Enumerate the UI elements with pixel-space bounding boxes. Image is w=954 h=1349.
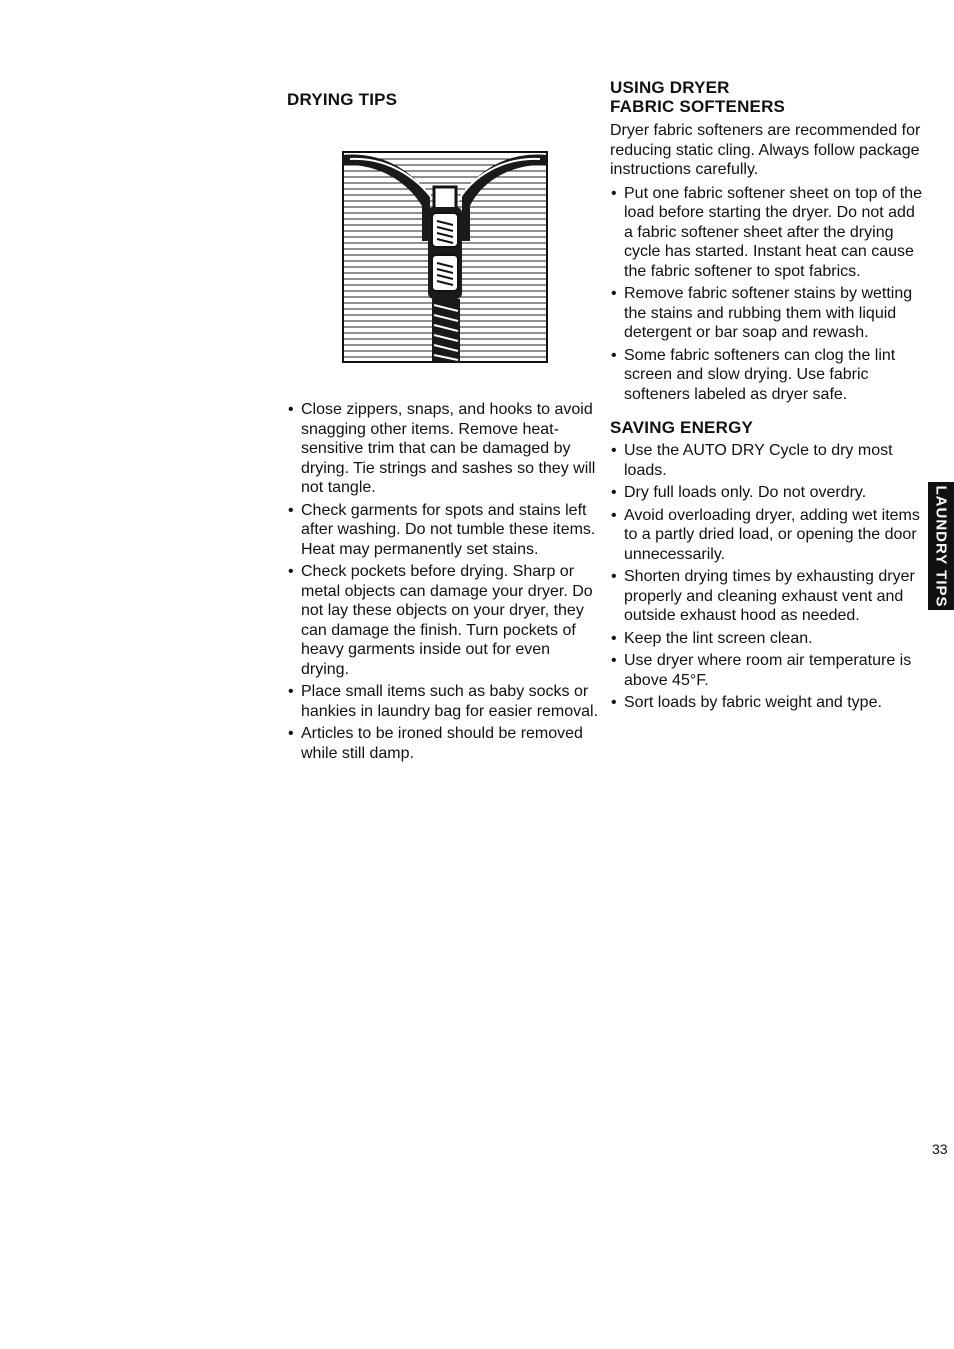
list-item: • Check garments for spots and stains left after washing. Do not tumble these items. Heat may permanently set stains. xyxy=(287,501,602,560)
drying-tips-list xyxy=(287,400,602,763)
list-item: • Keep the lint screen clean. xyxy=(610,629,928,649)
fabric-softeners-heading xyxy=(610,78,928,116)
side-tab-label: LAUNDRY TIPS xyxy=(932,484,950,608)
list-item: • Place small items such as baby socks or hankies in laundry bag for easier removal. xyxy=(287,682,602,721)
section-side-tab xyxy=(928,482,954,610)
list-item: • Check pockets before drying. Sharp or metal objects can damage your dryer. Do not lay these objects on your dryer, they can damage the finish. Turn pockets of heavy garments inside out for even drying. xyxy=(287,562,602,679)
fabric-softeners-column xyxy=(610,78,928,716)
zipper-illustration-icon xyxy=(342,151,548,363)
list-item: • Put one fabric softener sheet on top of the load before starting the dryer. Do not add a fabric softener sheet after the drying cycle has started. Instant heat can cause the fabric softener to spot fabrics. xyxy=(610,184,928,282)
list-item: • Shorten drying times by exhausting dryer properly and cleaning exhaust vent and outside exhaust hood as needed. xyxy=(610,567,928,626)
list-item: • Remove fabric softener stains by wetting the stains and rubbing them with liquid detergent or bar soap and rewash. xyxy=(610,284,928,343)
list-item: • Use the AUTO DRY Cycle to dry most loads. xyxy=(610,441,928,480)
fabric-softeners-heading-line1: USING DRYER xyxy=(610,78,730,97)
list-item: • Close zippers, snaps, and hooks to avoid snagging other items. Remove heat-sensitive trim that can be damaged by drying. Tie strings and sashes so they will not tangle. xyxy=(287,400,602,498)
fabric-softeners-list xyxy=(610,184,928,405)
drying-tips-column xyxy=(287,90,602,766)
list-item: • Dry full loads only. Do not overdry. xyxy=(610,483,928,503)
fabric-softeners-heading-line2: FABRIC SOFTENERS xyxy=(610,97,786,116)
saving-energy-heading: SAVING ENERGY xyxy=(610,418,754,437)
list-item: • Use dryer where room air temperature is above 45°F. xyxy=(610,651,928,690)
list-item: • Articles to be ironed should be removed while still damp. xyxy=(287,724,602,763)
list-item: • Some fabric softeners can clog the lint screen and slow drying. Use fabric softeners labeled as dryer safe. xyxy=(610,346,928,405)
list-item: • Avoid overloading dryer, adding wet items to a partly dried load, or opening the door unnecessarily. xyxy=(610,506,928,565)
fabric-softeners-intro: Dryer fabric softeners are recommended for reducing static cling. Always follow package instructions carefully. xyxy=(610,122,921,178)
list-item: • Sort loads by fabric weight and type. xyxy=(610,693,928,713)
drying-tips-heading: DRYING TIPS xyxy=(287,90,398,109)
page-number: 33 xyxy=(932,1141,948,1157)
saving-energy-list xyxy=(610,441,928,713)
